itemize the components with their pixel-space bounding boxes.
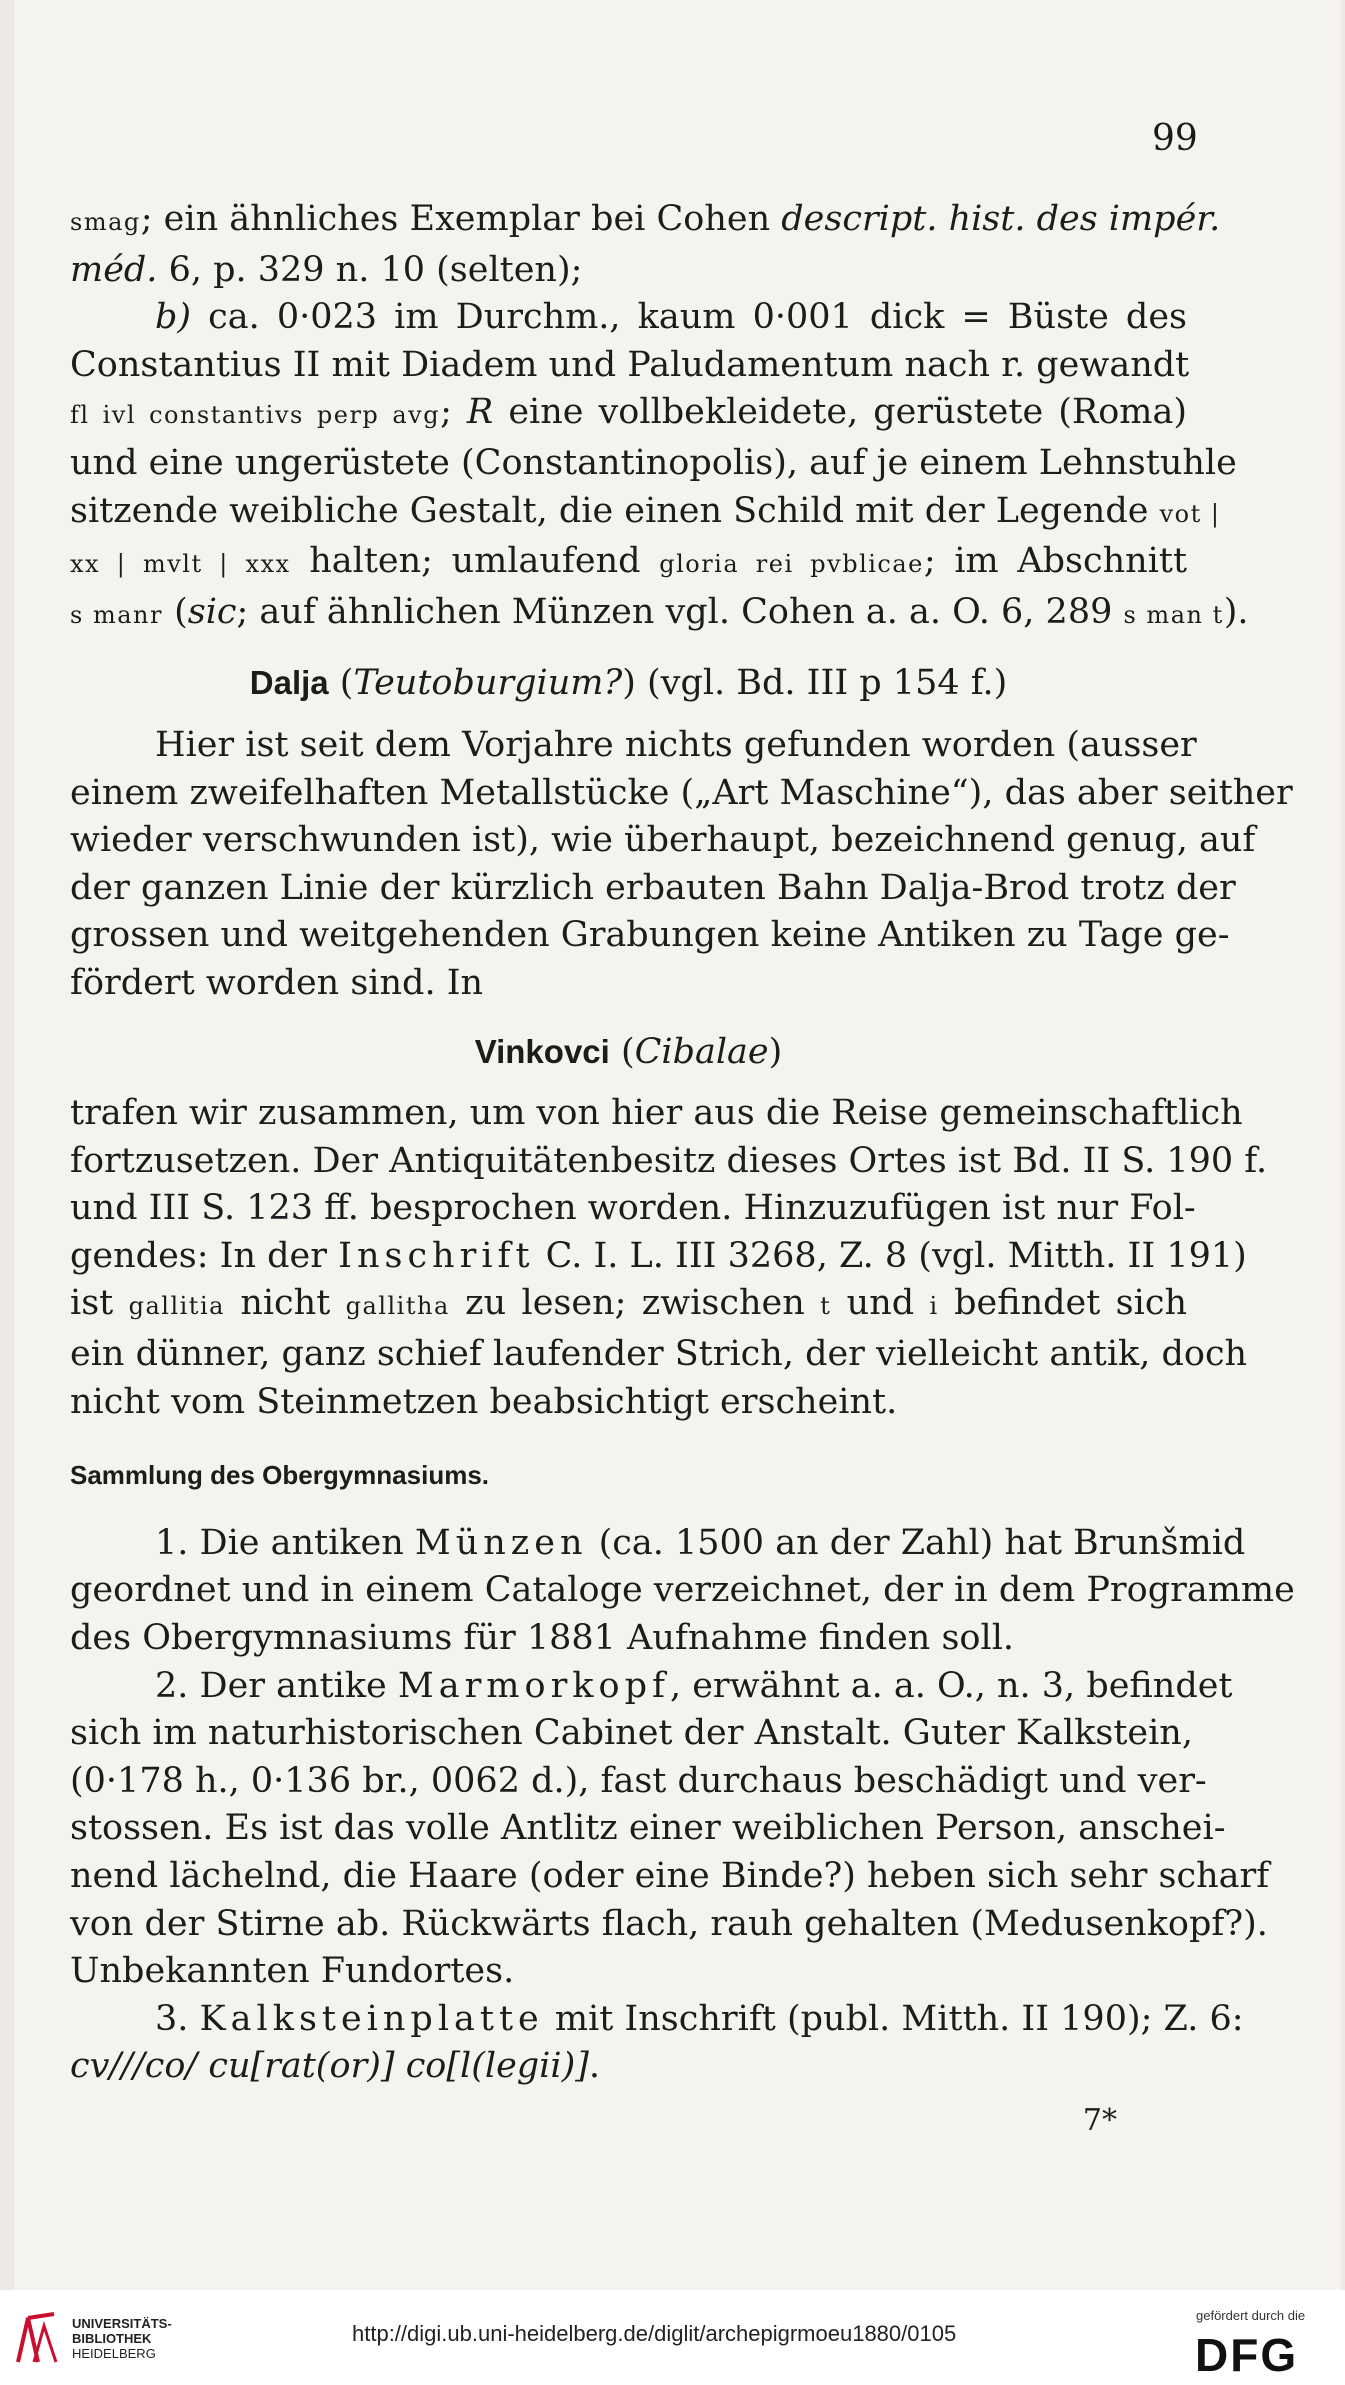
text-line: Unbekannten Fundortes. <box>70 1951 515 1992</box>
small-caps-text: vot | <box>1159 499 1221 528</box>
spaced-text: Marmorkopf <box>397 1665 670 1706</box>
text-run: halten; umlaufend <box>290 541 660 582</box>
text-line: einem zweifelhaften Metallstücke („Art Maschine“), das aber seither <box>70 772 1293 813</box>
dfg-logo[interactable]: DFG <box>1195 2329 1299 2381</box>
page-body <box>70 196 1295 2145</box>
text-run: ; <box>440 392 467 433</box>
italic-text: cu[rat(or)] co[l(legii)] <box>208 2046 589 2087</box>
text-line: fördert worden sind. In <box>70 962 484 1003</box>
text-line <box>70 589 1249 640</box>
italic-text: sic <box>187 591 237 632</box>
text-line: von der Stirne ab. Rückwärts flach, rauh gehalten (Medusenkopf?). <box>70 1903 1268 1944</box>
text-line <box>70 538 1187 589</box>
institution-line: UNIVERSITÄTS- <box>72 2316 172 2331</box>
small-caps-text: s manr <box>70 600 163 629</box>
subsection-heading: Sammlung des Obergymnasiums. <box>70 1460 490 1491</box>
text-line: und eine ungerüstete (Constantinopolis), auf je einem Lehnstuhle <box>70 442 1237 483</box>
heading-latin-name: Cibalae <box>634 1031 769 1072</box>
institution-name <box>72 2316 172 2361</box>
section-heading-vinkovci: Vinkovci (Cibalae) <box>474 1031 783 1072</box>
small-caps-text: t <box>820 1292 832 1321</box>
text-run: 2. Der antike <box>155 1665 398 1706</box>
small-caps-text: gallitha <box>345 1292 450 1321</box>
italic-text: descript. hist. des impér. <box>781 199 1221 239</box>
text-line: nend lächelnd, die Haare (oder eine Binde?) heben sich sehr scharf <box>70 1856 1270 1896</box>
reverse-symbol: R <box>466 392 494 433</box>
text-line <box>70 1663 1233 1711</box>
text-line <box>70 196 1221 247</box>
institution-line: HEIDELBERG <box>72 2346 156 2361</box>
text-run: und <box>831 1283 930 1324</box>
text-line: grossen und weitgehenden Grabungen keine Antiken zu Tage ge- <box>70 915 1230 956</box>
text-run: ( <box>162 591 188 632</box>
spaced-text: Inschrift <box>338 1235 535 1276</box>
text-run: ). <box>1223 591 1249 632</box>
text-run: ; auf ähnlichen Münzen vgl. Cohen a. a. O. 6, 289 <box>236 591 1124 632</box>
text-line <box>70 1996 1244 2044</box>
text-run: 3. <box>155 1998 200 2039</box>
spaced-text: Münzen <box>414 1522 588 1563</box>
text-run: ist <box>70 1283 129 1324</box>
small-caps-text: gloria rei pvblicae <box>659 550 924 579</box>
text-run: mit Inschrift (publ. Mitth. II 190); Z. 6: <box>543 1998 1244 2039</box>
spaced-text: Kalksteinplatte <box>199 1998 544 2039</box>
text-run: gendes: In der <box>70 1235 339 1276</box>
text-line: nicht vom Steinmetzen beabsichtigt erscheint. <box>70 1381 898 1422</box>
page-number: 99 <box>1152 118 1198 159</box>
text-line: wieder verschwunden ist), wie überhaupt, bezeichnend genug, auf <box>70 820 1256 861</box>
section-heading-dalja: Dalja (Teutoburgium?) (vgl. Bd. III p 154 f.) <box>249 663 1008 704</box>
text-line: geordnet und in einem Cataloge verzeichnet, der in dem Programme <box>70 1570 1295 1611</box>
text-line: Hier ist seit dem Vorjahre nichts gefunden worden (ausser <box>155 724 1197 765</box>
small-caps-text: gallitia <box>128 1292 225 1321</box>
text-run: sitzende weibliche Gestalt, die einen Schild mit der Legende <box>70 490 1160 531</box>
inscription-fragment: cv///co/ <box>70 2046 209 2087</box>
signature-mark: 7* <box>1082 2102 1117 2138</box>
funder-note: gefördert durch die <box>1196 2308 1306 2323</box>
text-line: und III S. 123 ff. besprochen worden. Hinzuzufügen ist nur Fol- <box>70 1188 1196 1229</box>
text-line: stossen. Es ist das volle Antlitz einer weiblichen Person, anschei- <box>70 1808 1226 1849</box>
small-caps-text: smag <box>70 208 141 236</box>
italic-text: b) <box>155 297 192 338</box>
text-run: ca. 0·023 im Durchm., kaum 0·001 dick = Büste des <box>191 297 1187 338</box>
text-line: sich im naturhistorischen Cabinet der Anstalt. Guter Kalkstein, <box>70 1713 1193 1754</box>
text-line <box>70 1520 1246 1568</box>
text-line: des Obergymnasiums für 1881 Aufnahme finden soll. <box>70 1618 1015 1659</box>
text-run: eine vollbekleidete, gerüstete (Roma) <box>493 392 1188 433</box>
heading-latin-name: Teutoburgium? <box>353 663 623 704</box>
text-line: Constantius II mit Diadem und Paludamentum nach r. gewandt <box>70 344 1190 385</box>
text-run: . <box>588 2046 601 2087</box>
small-caps-text: i <box>929 1292 939 1321</box>
institution-line: BIBLIOTHEK <box>72 2331 152 2346</box>
heading-reference: (vgl. Bd. III p 154 f.) <box>635 663 1008 704</box>
text-line <box>70 1233 1247 1281</box>
heading-city: Dalja <box>249 664 329 702</box>
text-line <box>70 488 1221 539</box>
text-line: der ganzen Linie der kürzlich erbauten Bahn Dalja-Brod trotz der <box>70 867 1236 908</box>
small-caps-text: s man t <box>1123 600 1224 629</box>
permalink-url[interactable]: http://digi.ub.uni-heidelberg.de/diglit/archepigrmoeu1880/0105 <box>352 2321 957 2346</box>
text-run: ; ein ähnliches Exemplar bei Cohen <box>140 199 782 239</box>
italic-text: méd. <box>70 249 158 290</box>
footer-bar <box>0 2290 1345 2385</box>
text-line <box>70 294 1187 342</box>
text-run: , erwähnt a. a. O., n. 3, befindet <box>669 1665 1233 1706</box>
text-run: (ca. 1500 an der Zahl) hat Brunšmid <box>587 1522 1246 1563</box>
text-line: trafen wir zusammen, um von hier aus die Reise gemeinschaftlich <box>70 1093 1243 1134</box>
small-caps-text: xx | mvlt | xxx <box>70 550 291 579</box>
text-line <box>70 389 1187 440</box>
text-run: nicht <box>224 1283 346 1324</box>
text-line: fortzusetzen. Der Antiquitätenbesitz dieses Ortes ist Bd. II S. 190 f. <box>70 1140 1268 1181</box>
text-run: befindet sich <box>938 1283 1187 1324</box>
text-run: 1. Die antiken <box>155 1522 415 1563</box>
text-run: zu lesen; zwischen <box>449 1283 821 1324</box>
text-run: ; im Abschnitt <box>923 541 1188 582</box>
text-run: 6, p. 329 n. 10 (selten); <box>157 249 583 290</box>
university-logo-icon[interactable] <box>14 2312 60 2364</box>
text-line <box>70 2043 1187 2091</box>
text-line <box>70 247 1187 295</box>
small-caps-text: fl ivl constantivs perp avg <box>70 401 441 430</box>
text-line: (0·178 h., 0·136 br., 0062 d.), fast durchaus beschädigt und ver- <box>70 1760 1207 1801</box>
text-line <box>70 1280 1187 1331</box>
text-run: C. I. L. III 3268, Z. 8 (vgl. Mitth. II 191) <box>534 1235 1247 1276</box>
heading-city: Vinkovci <box>474 1032 610 1070</box>
text-line: ein dünner, ganz schief laufender Strich, der vielleicht antik, doch <box>70 1334 1248 1375</box>
